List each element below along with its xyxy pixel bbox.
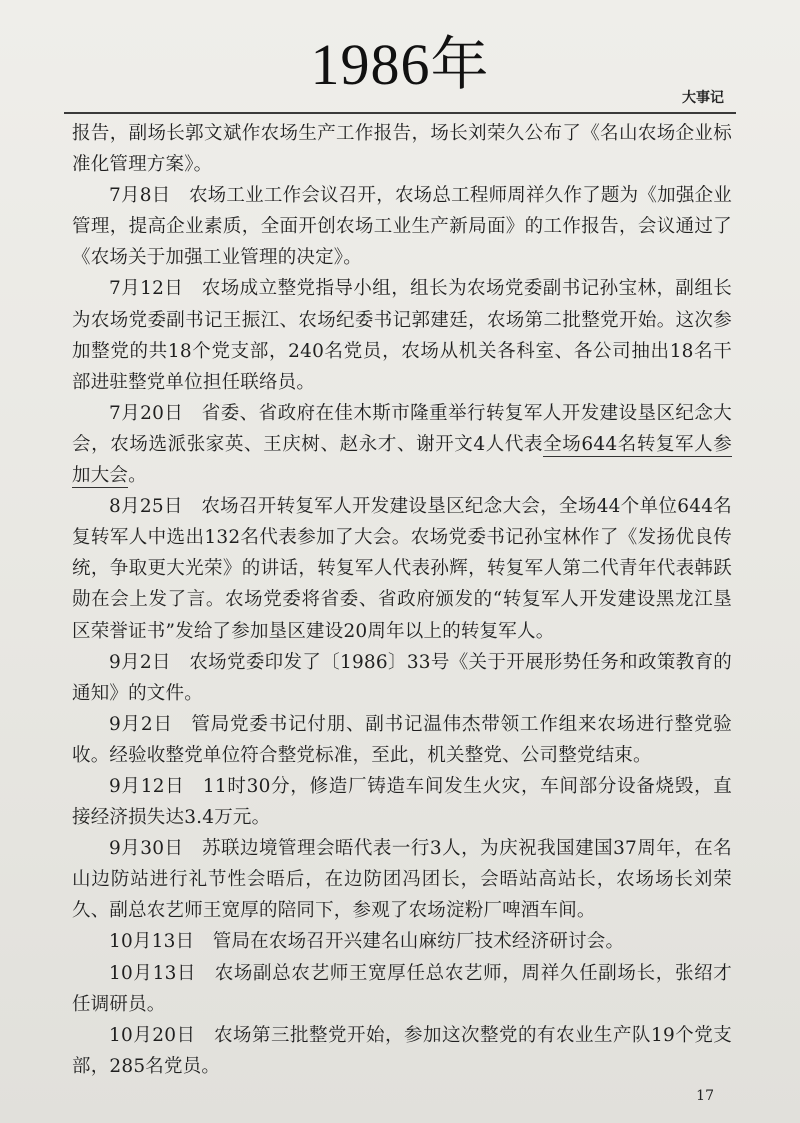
entry-text: 农场成立整党指导小组，组长为农场党委副书记孙宝林，副组长为农场党委副书记王振江、农场纪委书记郭建廷，农场第二批整党开始。这次参加整党的共18个党支部，240名党员，农场从机关各科室、各公司抽出18名干部进驻整党单位担任联络员。 [72, 278, 732, 393]
page-number: 17 [696, 1088, 714, 1104]
entry-date: 9月12日 [109, 775, 185, 797]
chronicle-entry [72, 958, 732, 1020]
entry-date: 9月2日 [109, 713, 173, 735]
entry-text: 苏联边境管理会晤代表一行3人，为庆祝我国建国37周年，在名山边防站进行礼节性会晤后，在边防团冯团长，会晤站高站长，农场场长刘荣久、副总农艺师王宽厚的陪同下，参观了农场淀粉厂啤酒车间。 [72, 838, 732, 922]
chronicle-entry [72, 180, 732, 273]
entry-text: 管局党委书记付朋、副书记温伟杰带领工作组来农场进行整党验收。经验收整党单位符合整党标准，至此，机关整党、公司整党结束。 [72, 713, 733, 766]
entry-text: 农场副总农艺师王宽厚任总农艺师，周祥久任副场长，张绍才任调研员。 [72, 962, 733, 1015]
handwritten-underline: 全场644名转复军人参加大会 [72, 433, 732, 487]
chronicle-entry [72, 398, 732, 491]
entry-date: 7月8日 [109, 185, 171, 207]
entry-text: 管局在农场召开兴建名山麻纺厂技术经济研讨会。 [212, 931, 625, 953]
paragraph-continuation [72, 118, 732, 180]
paragraph-text: 报告，副场长郭文斌作农场生产工作报告，场长刘荣久公布了《名山农场企业标准化管理方案》。 [72, 123, 732, 176]
section-title: 大事记 [682, 90, 724, 106]
entry-text: 农场第三批整党开始，参加这次整党的有农业生产队19个党支部，285名党员。 [72, 1024, 732, 1077]
chronicle-entry [72, 647, 732, 709]
entry-date: 10月20日 [109, 1024, 196, 1046]
entry-text-tail: 。 [128, 465, 147, 487]
chronicle-entry [72, 273, 732, 397]
chronicle-entry [72, 833, 732, 926]
entry-text: 农场党委印发了〔1986〕33号《关于开展形势任务和政策教育的通知》的文件。 [72, 651, 733, 704]
entry-date: 8月25日 [109, 496, 183, 518]
chronicle-entry [72, 709, 732, 771]
chronicle-entry [72, 491, 732, 646]
header-divider [64, 112, 736, 114]
entry-date: 9月30日 [109, 838, 184, 860]
entry-text: 11时30分，修造厂铸造车间发生火灾，车间部分设备烧毁，直接经济损失达3.4万元。 [72, 775, 732, 829]
chronicle-entry [72, 926, 732, 957]
entry-date: 7月20日 [109, 402, 184, 424]
entry-text: 农场召开转复军人开发建设垦区纪念大会，全场44个单位644名复转军人中选出132名代表参加了大会。农场党委书记孙宝林作了《发扬优良传统，争取更大光荣》的讲话，转复军人代表孙辉，转复军人第二代青年代表韩跃勋在会上发了言。农场党委将省委、省政府颁发的“转复军人开发建设黑龙江垦区荣誉证书”发给了参加垦区建设20周年以上的转复军人。 [72, 496, 732, 642]
entry-date: 9月2日 [109, 651, 171, 673]
chronicle-entry [72, 1020, 732, 1082]
chronicle-entry [72, 771, 732, 833]
entry-date: 7月12日 [109, 278, 184, 300]
entry-date: 10月13日 [109, 931, 195, 953]
year-title: 1986年 [310, 32, 490, 97]
entry-date: 10月13日 [109, 962, 197, 984]
entry-text: 农场工业工作会议召开，农场总工程师周祥久作了题为《加强企业管理，提高企业素质，全面开创农场工业生产新局面》的工作报告，会议通过了《农场关于加强工业管理的决定》。 [72, 185, 732, 269]
chronicle-body [72, 118, 732, 1082]
entry-text: 省委、省政府在佳木斯市隆重举行转复军人开发建设垦区纪念大会，农场选派张家英、王庆树、赵永才、谢开文4人代表 [72, 402, 732, 455]
